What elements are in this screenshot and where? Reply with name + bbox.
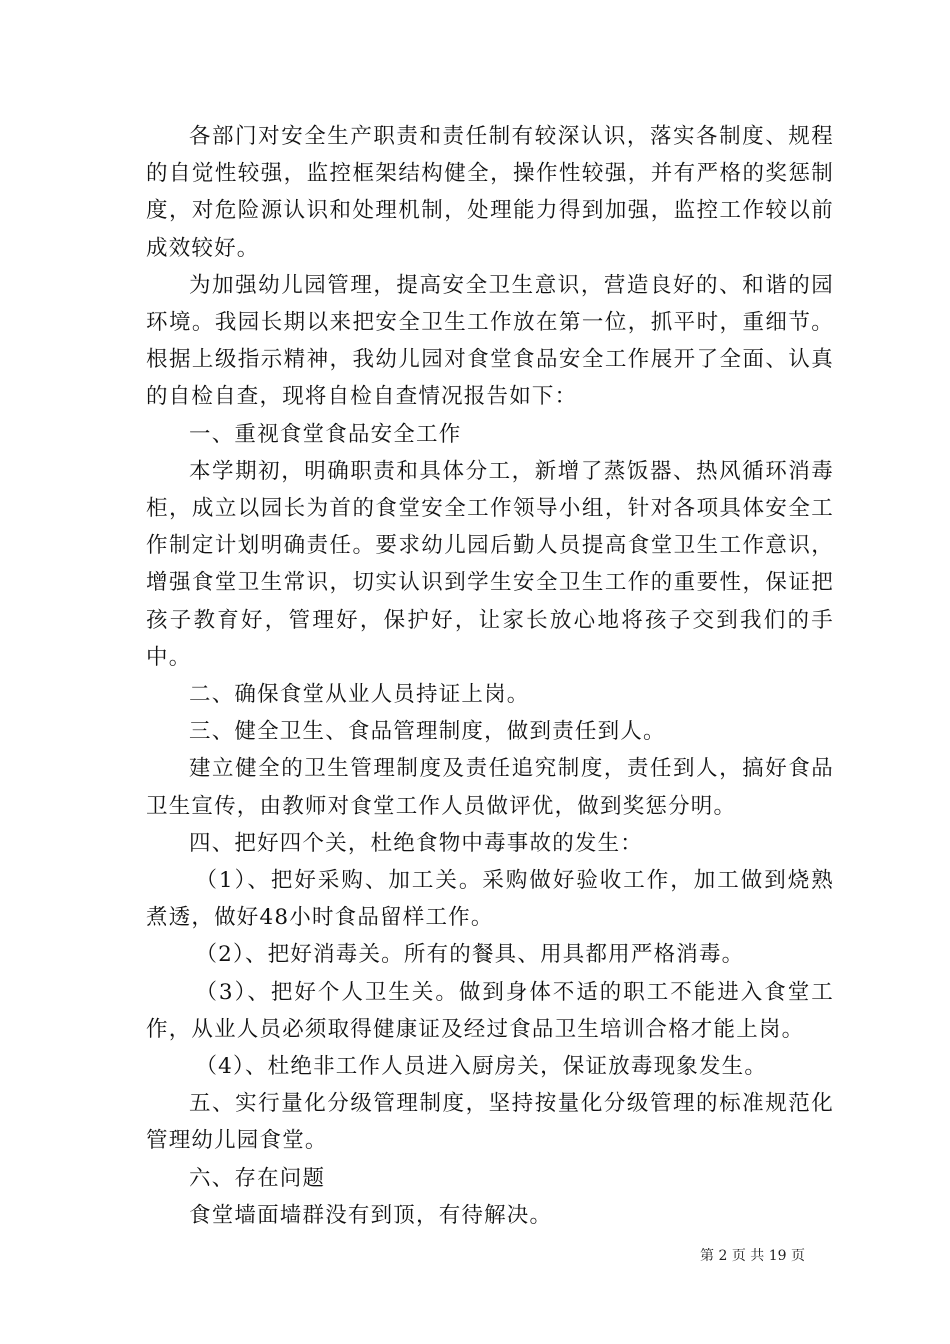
paragraph: 食堂墙面墙群没有到顶，有待解决。 xyxy=(189,1202,553,1228)
section-heading: 三、健全卫生、食品管理制度，做到责任到人。 xyxy=(189,719,666,745)
list-item: （4）、杜绝非工作人员进入厨房关，保证放毒现象发生。 xyxy=(195,1054,768,1080)
list-item: （2）、把好消毒关。所有的餐具、用具都用严格消毒。 xyxy=(195,942,745,968)
paragraph: 建立健全的卫生管理制度及责任追究制度，责任到人，搞好食品卫生宣传，由教师对食堂工作人员做评优，做到奖惩分明。 xyxy=(146,756,834,819)
paragraph: 为加强幼儿园管理，提高安全卫生意识，营造良好的、和谐的园环境。我园长期以来把安全卫生工作放在第一位，抓平时，重细节。根据上级指示精神，我幼儿园对食堂食品安全工作展开了全面、认真的自检自查，现将自检自查情况报告如下： xyxy=(146,272,834,410)
page-prefix: 第 xyxy=(700,1248,714,1264)
list-item: （1）、把好采购、加工关。采购做好验收工作，加工做到烧熟煮透，做好48小时食品留样工作。 xyxy=(146,868,834,931)
section-heading: 一、重视食堂食品安全工作 xyxy=(189,421,462,447)
page-total: 19 xyxy=(768,1248,787,1264)
page-middle: 页 共 xyxy=(731,1248,765,1264)
section-heading: 五、实行量化分级管理制度，坚持按量化分级管理的标准规范化管理幼儿园食堂。 xyxy=(146,1091,834,1154)
paragraph: 各部门对安全生产职责和责任制有较深认识，落实各制度、规程的自觉性较强，监控框架结构健全，操作性较强，并有严格的奖惩制度，对危险源认识和处理机制，处理能力得到加强，监控工作较以前成效较好。 xyxy=(146,124,834,261)
page-number-footer xyxy=(700,1247,840,1265)
paragraph: 本学期初，明确职责和具体分工，新增了蒸饭器、热风循环消毒柜，成立以园长为首的食堂安全工作领导小组，针对各项具体安全工作制定计划明确责任。要求幼儿园后勤人员提高食堂卫生工作意识，增强食堂卫生常识，切实认识到学生安全卫生工作的重要性，保证把孩子教育好，管理好，保护好，让家长放心地将孩子交到我们的手中。 xyxy=(146,458,834,670)
document-body xyxy=(146,118,834,1234)
page-current: 2 xyxy=(718,1248,728,1264)
list-item: （3）、把好个人卫生关。做到身体不适的职工不能进入食堂工作，从业人员必须取得健康证及经过食品卫生培训合格才能上岗。 xyxy=(146,979,834,1042)
page-suffix: 页 xyxy=(791,1248,806,1264)
section-heading: 四、把好四个关，杜绝食物中毒事故的发生： xyxy=(189,830,644,856)
section-heading: 二、确保食堂从业人员持证上岗。 xyxy=(189,682,530,708)
section-heading: 六、存在问题 xyxy=(189,1165,326,1191)
